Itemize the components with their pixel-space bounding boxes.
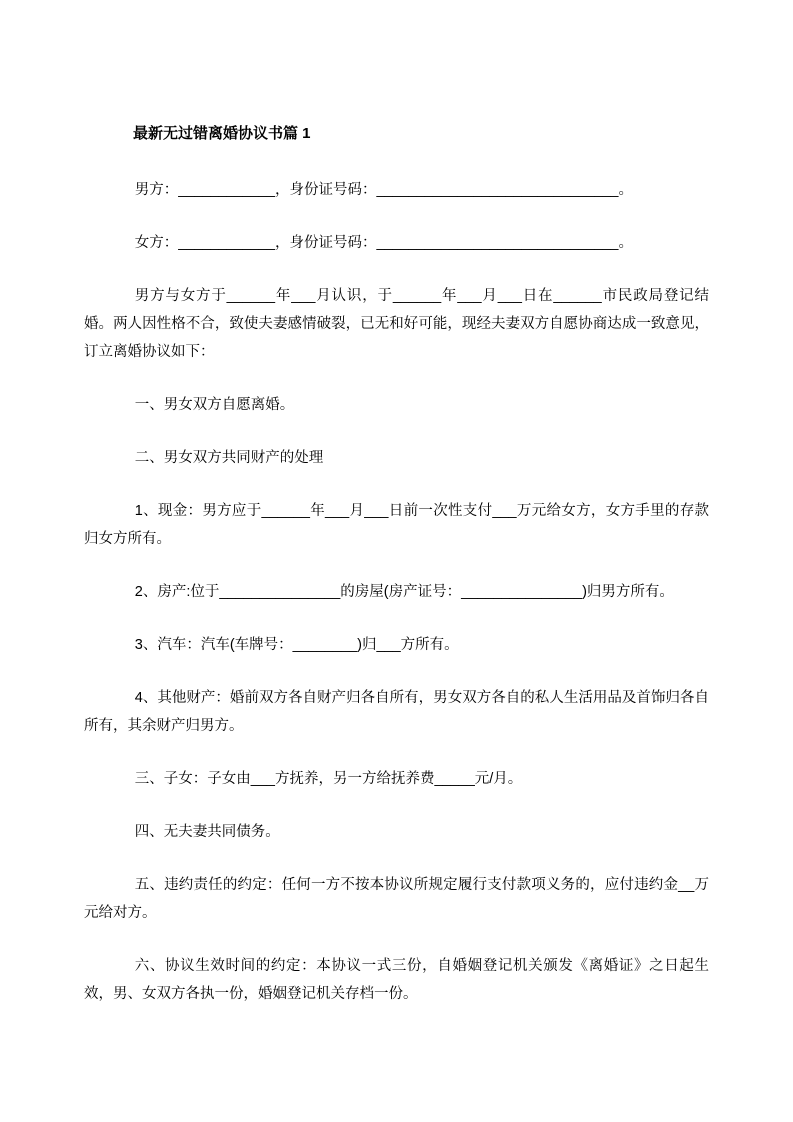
document-title: 最新无过错离婚协议书篇 1 <box>133 125 311 142</box>
paragraph-female-party: 女方：____________，身份证号码：______________________________。 <box>134 235 633 251</box>
item-2-house: 2、房产:位于_______________的房屋(房产证号：_______________)归男方所有。 <box>134 584 674 600</box>
paragraph-male-party: 男方：____________，身份证号码：______________________________。 <box>134 182 633 198</box>
clause-6-effective-date: 六、协议生效时间的约定：本协议一式三份，自婚姻登记机关颁发《离婚证》之日起生效，男、女双方各执一份，婚姻登记机关存档一份。 <box>84 958 709 1002</box>
item-3-car: 3、汽车：汽车(车牌号：________)归___方所有。 <box>134 637 459 653</box>
clause-1-voluntary-divorce: 一、男女双方自愿离婚。 <box>134 397 295 413</box>
item-4-other-property: 4、其他财产：婚前双方各自财产归各自所有，男女双方各自的私人生活用品及首饰归各自所有，其余财产归男方。 <box>84 690 709 734</box>
clause-4-no-joint-debt: 四、无夫妻共同债务。 <box>134 824 280 840</box>
clause-5-breach-liability: 五、违约责任的约定：任何一方不按本协议所规定履行支付款项义务的，应付违约金__万元给对方。 <box>84 877 709 921</box>
clause-3-children: 三、子女：子女由___方抚养，另一方给抚养费_____元/月。 <box>134 771 523 787</box>
clause-2-property-heading: 二、男女双方共同财产的处理 <box>134 450 324 466</box>
paragraph-preamble: 男方与女方于______年___月认识，于______年___月___日在______市民政局登记结婚。两人因性格不合，致使夫妻感情破裂，已无和好可能，现经夫妻双方自愿协商达成一致意见，订立离婚协议如下： <box>84 288 709 360</box>
item-1-cash: 1、现金：男方应于______年___月___日前一次性支付___万元给女方，女方手里的存款归女方所有。 <box>84 503 709 547</box>
